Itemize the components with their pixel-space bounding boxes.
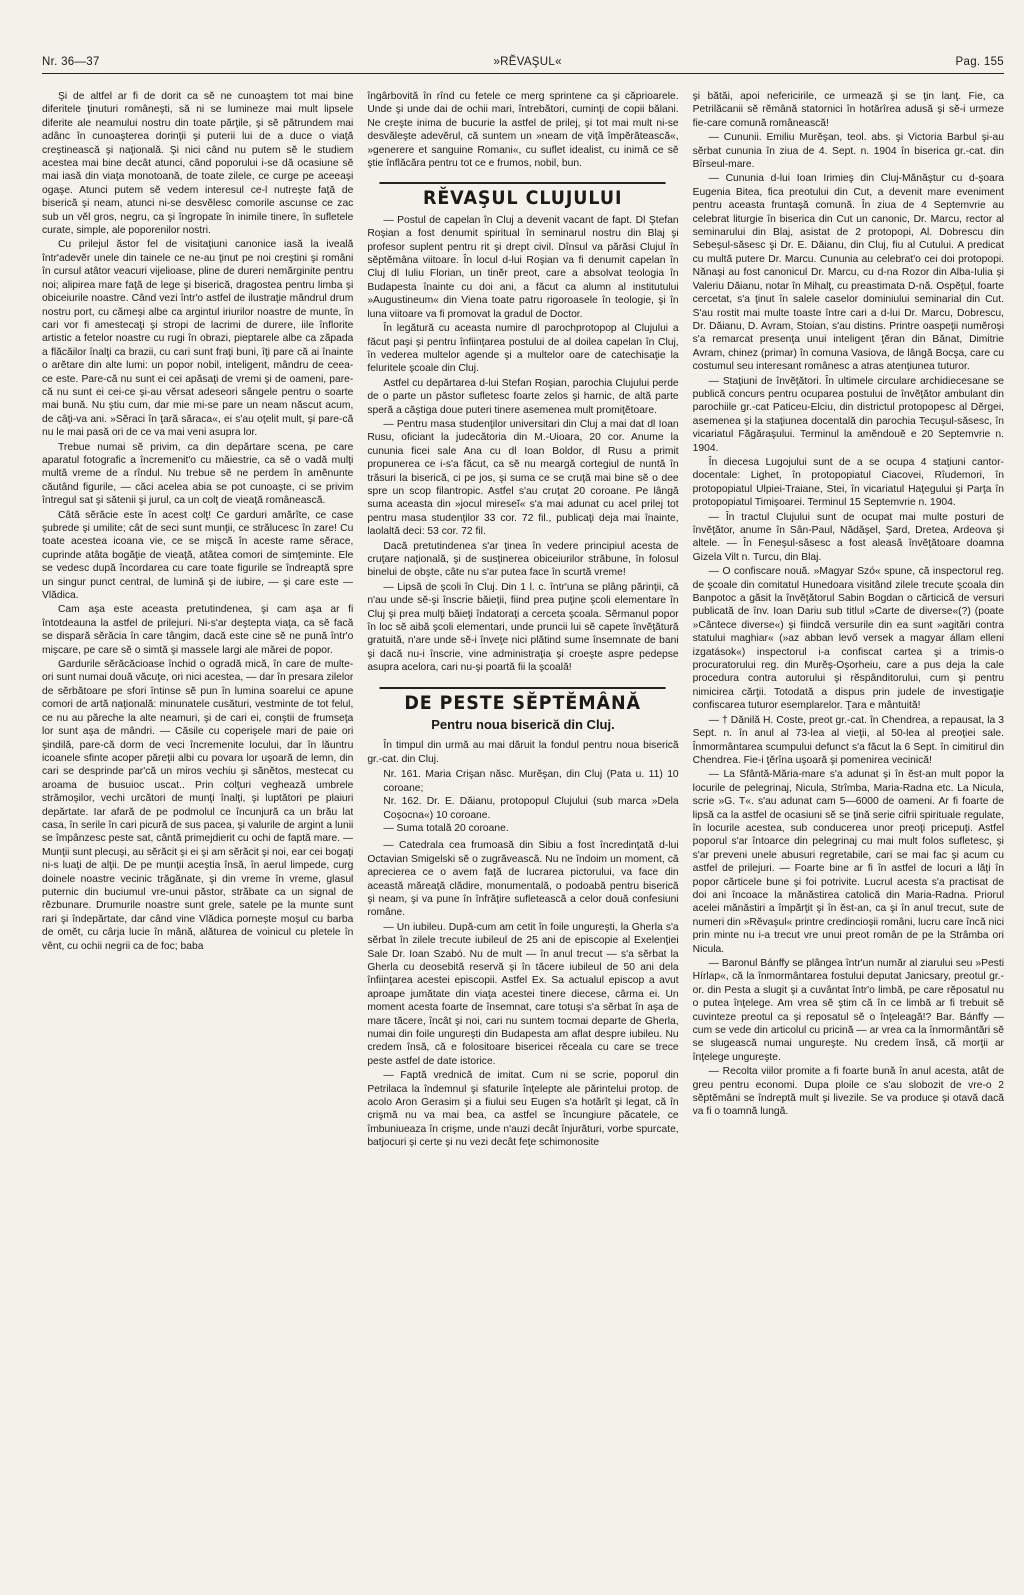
paragraph: — Recolta viilor promite a fi foarte bună în anul acesta, atât de greu pentru economi. Dupa ploile ce s'au slobozit de vre-o 2 sĕptĕmâni se îndreptă mult şi livezile. Se va produce şi otavă dacă va fi o toamnă lungă.: [692, 1066, 1004, 1118]
paragraph: — Un iubileu. După-cum am cetit în foile ungureşti, la Gherla s'a sĕrbat în zilele trecute iubileul de 25 ani de episcopie al Exelenţiei Sale Dr. Ioan Szabó. Nu de mult — în anul trecut — s'a sĕrbat la Gherla cu deosebită reservă şi în tăcere iubileul de 50 ani dela înfiinţarea acestei episcopii. Astfel Ex. Sa actualul episcop a avut aproape jumătate din viaţa acestei tinere diecese, cârma ei. Un moment acesta foarte de însemnat, care totuşi s'a sĕrbat în aşa de mare tăcere, încât şi noi, cari nu suntem tocmai departe de Gherla, numai din foile ungureşti din Budapesta am aflat despre iubileu. Nu credem însă, că e folositoare bisericei rĕceala cu care se trece peste astfel de date istorice.: [367, 921, 679, 1067]
paragraph: — † Dănilă H. Coste, preot gr.-cat. în Chendrea, a repausat, la 3 Sept. n. în anul al 73-lea al vieţii, al 50-lea al preoţiei sale. Înmormântarea scumpului defunct s'a făcut la 6 Sept. în cimitirul din Chendrea. Fie-i ţĕrîna uşoară şi pomenirea vecinică!: [692, 714, 1004, 766]
list-item: Nr. 162. Dr. E. Dăianu, protopopul Clujului (sub marca »Dela Coşocna«) 10 coroane.: [383, 796, 679, 821]
donation-list: [383, 768, 678, 835]
paragraph: — Baronul Bánffy se plângea într'un număr al ziarului seu »Pesti Hírlap«, că la înmormântarea fostului deputat Janicsary, preotul gr.-or. din Pesta a slugit şi a cuvântat într'o limbă, pe care rĕposatul nu o putea înţelege. Am vrea sĕ ştim că în ce limbă ar fi trebuit sĕ cuvinteze preotul ca şi reposatul sĕ o înţeleagă!? Bar. Bánffy — cum se vede din articolul cu pricină — ar vrea ca la înmormântări sĕ se slugească numai ungureşte. Nu credem însă, că morţii ar înţelege ungureşte.: [692, 958, 1004, 1063]
paragraph: — Catedrala cea frumoasă din Sibiu a fost încredinţată d-lui Octavian Smigelski sĕ o zugrăvească. Nu ne îndoim un moment, că aprecierea ce o avem faţă de lucrarea pictorului, va face din această măreaţă clădire, monumentală, o podoabă pentru biserică şi neam, şi va pune în înfrăţire sufletească a celor două confesiuni române.: [367, 840, 679, 919]
page-header: [42, 56, 1004, 74]
paragraph: Şi de altfel ar fi de dorit ca sĕ ne cunoaştem tot mai bine diferitele ţinuturi româneşti, să ni se lumineze mai mult lipsele diferite ale neamului nostru din toate părţile, şi sĕ pătrundem mai adânc în cunoaşterea dorinţii şi puterii lui de a duce o viaţă creştinească şi naţională. Şi nici când nu putem sĕ le studiem acestea mai bine decât atunci, când poporului i-se dă ocasiune sĕ mai iasă din viaţa monotoană, de toate zilele, ce curge pe aceeaşi ogaşe. Atunci putem sĕ vedem interesul ce-l nutreşte faţă de biserică şi neam, atunci ni-se desvĕlesc comorile ascunse ce zac sub un vĕl gros, negru, ca şi îngropate în inimile tinere, în sufletele curate, simple, ale poporenilor nostri.: [42, 91, 354, 237]
paragraph: În legătură cu aceasta numire dl parochprotopop al Clujului a făcut paşi şi pentru înfiinţarea postului de al doilea capelan în Cluj, în vederea multelor agende şi a multelor oare de catechisaţie la feluritele şcoale din Cluj.: [367, 323, 679, 375]
section-title-de-peste-saptamana: DE PESTE SĔPTĔMÂNĂ: [380, 687, 666, 710]
column-1: [42, 90, 353, 1583]
paragraph: Câtă sĕrăcie este în acest colţ! Ce garduri amărîte, ce case şubrede şi umilite; cât de seci sunt munţii, ce strălucesc în zare! Cu toate acestea icoana vie, ce se mişcă în aceste rame sĕrace, cuprinde atâta bogăţie de vieaţă, atâtea comori de simţeminte. Ele se vedesc după încordarea cu care toate figurile se îndreaptă spre un singur punct central, de lumină şi de iubire, — şi care este — Vlădica.: [42, 509, 354, 602]
paragraph: În timpul din urmă au mai dăruit la fondul pentru noua biserică gr.-cat. din Cluj.: [367, 740, 679, 765]
paragraph: — La Sfântă-Măria-mare s'a adunat şi în ĕst-an mult popor la locurile de pelegrinaj, Nicula, Strîmba, Maria-Radna etc. La Nicula, scrie »G. T«. s'au adunat cam 5—6000 de oameni. Ar fi foarte de lipsă ca la astfel de ocasiuni sĕ se ţină serie cifrii spirituale regulate, în locurile acestea, sub conducerea unor preoţi pricepuţi. Astfel poporul s'ar întoarce din pelegrinaj cu mai mult folos sufletesc, şi s'ar preveni unele abusuri regretabile, cari se mai fac şi acum cu astfel de prilejuri. — Foarte bine ar fi în astfel de locuri a lăţi în popor cărticele bune şi foi potrivite. Lucrul acesta s'a practisat de doi ani încoace la mănăstirea catolică din Maria-Radna. Priorul acelei mănăstiri a împărţit şi în ĕst-an, ca şi în anul trecut, sute de numeri din »Rĕvaşul« printre credincioşii români, lucru care încă nici prin minte nu i-a trecut vre unui preot român de pe la Strâmba ori Nicula.: [692, 769, 1004, 955]
paragraph: — Cununia d-lui Ioan Irimieş din Cluj-Mănăştur cu d-şoara Eugenia Bitea, fica preotului din Cut, a devenit mare eveniment pentru aceasta fruntaşă comună. În ziua de 4 Septemvrie au celebrat liturgie în biserica din Cut un canonic, Dr. Marcu, rector al seminarului din Blaj, asistat de 2 protopopi, Al. Dobrescu din Sebeşul-săsesc şi Dr. E. Dăianu, din Cluj, fiu al Cutului. A predicat cu multă putere Dr. Marcu. Cununia au celebrat'o cei doi protopopi. Nănaşi au fost canonicul Dr. Marcu, cu d-na Rozor din Alba-Iulia şi Valeriu Dăianu, notar în Mihalţ, cu preastimata D-nă. Ospĕţul, foarte cercetat, s'a ţinut în salele caselor dominiului seminarial din Cut. S'au rostit mai multe toaste între cari a d-lui Dr. Marcu, Dobrescu, Dr. Dăianu, D. Avram, Stoian, s'au distins. Printre oaspeţii numĕroşi s'a remarcat presenţa unui inteligent ţĕran din Bănat, Dimitrie Avram, chinez (primar) în comuna Vasiova, de lângă Bocşa, care cu costumul seu interesant românesc a atras atenţiunea tuturor.: [692, 173, 1004, 373]
column-2: [367, 90, 678, 1583]
paragraph: Trebue numai sĕ privim, ca din depărtare scena, pe care aparatul fotografic a încremenit'o cu măiestrie, ca sĕ o vadă mulţi multă vreme de a rîndul. Nu trebue sĕ ne perdem în amĕnunte căutând figurile, — căci acelea abia se pot cunoaşte, ci se privim întregul sat şi sătenii şi jurul, ca un colţ de vieaţă românească.: [42, 441, 354, 507]
column-3: [693, 90, 1004, 1583]
paragraph: — Faptă vrednică de imitat. Cum ni se scrie, poporul din Petrilaca la îndemnul şi sfaturile înţelepte ale părintelui protop. de acolo Aron Gerasim şi a fiului seu Eugen s'a hotărît şi legat, că în crişmă nu va mai bea, ca astfel se încungiure păcatele, ce îmbuniueaza în crişme, unde n'auzi decât înjurături, vorbe spurcate, batjocuri şi certe şi nu vezi decât feţe schimonosite: [367, 1070, 679, 1149]
paragraph: Gardurile sĕrăcăcioase închid o ogradă mică, în care de multe-ori sunt numai două văcuţe, ori nici acestea, — dar în presara zilelor de sĕrbătoare pe sfori întinse sĕ pun în lumina soarelui ce apune comori de artă naţională: minunatele cusături, vestminte de tot felul, ce nu au păreche la alte neamuri, şi de cari ei, conştii de frumseţa lor sunt aşa de mândri. — Căsile cu coperişele mari de paie ori şindilă, pare-că dorm de veci încremenite locului, dar în lăuntru icoanele sfinte acoper păreţii albi cu povara lor uşoară de lemn, din cari se desprinde par'că un miros vechiu şi sănĕtos, mestecat cu aroama de busuioc uscat.. Prin colţuri veghează umbrele strămoşilor, vechi urcători de munţi înalţi, şi luptători pe plaiuri depărtate. Iar afară de pe podmolul ce încunjură ca un brău lat casa, în serile în cari picură de sus pacea, şi valurile de argint a lunii se împânzesc peste sat, cântă primejdierit cu ochi de faptă mare. — Munţii sunt plecuşi, au sĕrăcit şi ei şi am sĕrăcit şi noi, ear cei bogaţi ni-s luaţi de alţii. De pe munţii aceştia însă, în aerul limpede, curg doinele noastre vecinic trăgănate, şi din vreme în vreme, glasul puternic din buciumul vre-unui păstor, străbate ca un signal de rĕzbunare. Drumurile noastre sunt grele, satele pe la munte sunt rari şi îndepărtate, dar când vine Vlădica pornește moşul cu barba de omĕt, cu cârja lucie în mână, alăturea de voinicul cu pletele în vênt, cu ochii negrii ca de foc; baba: [42, 659, 354, 952]
paragraph: — O confiscare nouă. »Magyar Szó« spune, că inspectorul reg. de şcoale din comitatul Hunedoara visitând zilele trecute şcoala din Banpotoc a găsit la învĕţătorul Sabin Bogdan o cărticică de versuri publicată de înv. Ioan Dariu sub titlul »Carte de diverse«(?) (poate »Cântece diverse«) şi fiindcă versurile din ea sunt »agitări contra statului maghiar« (»az abban levő versek a magyar állam elleni izgatások«) inspectorul i-a confiscat cartea şi a trimis-o procuratorului reg. din Murĕş-Oşorheiu, care a pus deja la cale procedura contra autorului şi rĕspânditorului, cum şi pentru nimicirea cărţii. Totodată a dispus prin judele de investigaţie confiscarea tuturor esemplarelor. Ţara e mântuită!: [692, 566, 1004, 712]
paragraph: În diecesa Lugojului sunt de a se ocupa 4 staţiuni cantor-docentale: Lighet, în protopopiatul Ciacovei, Rîudemori, în protopopiatul Ulpiei-Traiane, Stei, în vicariatul Haţegului şi Parţa în protopopiatul Timişoarei. Terminul 15 Septemvrie n. 1904.: [692, 456, 1004, 509]
paragraph: — Pentru masa studenţilor universitari din Cluj a mai dat dl Ioan Rusu, oficiant la judecătoria din M.-Uioara, 20 cor. Anume la cununia ficei sale Ana cu dl Ioan Boldor, dl Rusu a primit propunerea ce i-s'a făcut, ca sĕ nu meargă cortegiul de nuntă în trăsuri la biserică, ci pe jos, şi suma ce se cruţă mai bine sĕ o dee spre un scop filantropic. Astfel s'au cruţat 20 coroane. Pe lângă suma aceasta din »jocul mireseĭ« s'a mai adunat cu acel prilej tot pentru masa studenţilor 33 cor. 72 fil., publicaţi deja mai înainte, laolaltă deci: 53 cor. 72 fil.: [367, 418, 679, 538]
section-title-revasul-clujului: RĔVAŞUL CLUJULUI: [380, 182, 666, 205]
paragraph: — Cununii. Emiliu Murĕşan, teol. abs. şi Victoria Barbul şi-au sĕrbat cununia în ziua de 4. Sept. n. 1904 în biserica gr.-cat. din Bîrseul-mare.: [692, 132, 1004, 171]
text-columns: [42, 90, 1004, 1583]
issue-number: Nr. 36—37: [42, 56, 100, 68]
list-item: Nr. 161. Maria Crişan născ. Murĕşan, din Cluj (Pata u. 11) 10 coroane;: [383, 769, 679, 794]
paragraph: — În tractul Clujului sunt de ocupat mai multe posturi de învĕţător, anume în Sân-Paul, Nădăşel, Şard, Dretea, Ardeova şi altele. — În Feneşul-săsesc a fost aleasă învĕţătoare doamna Gizela Vilt n. Turcu, din Blaj.: [692, 511, 1004, 563]
paragraph: — Postul de capelan în Cluj a devenit vacant de fapt. Dl Ştefan Roşian a fost denumit spiritual în seminarul nostru din Blaj şi profesor suplent pentru rit şi drept civil. Dînsul va părăsi Clujul în sĕptĕmâna viitoare. În locul d-lui Roşian va fi denumit capelan în Cluj dl Iuliu Florian, un tinĕr preot, care a absolvat teologia în Budapesta înainte cu doi ani, a făcut ca alumn al institutului »Augustineum« din Viena toate patru rigoroasele în teologie, şi în luna viitoare va fi promovat la gradul de Doctor.: [367, 214, 679, 320]
paragraph: Cam aşa este aceasta pretutindenea, şi cam aşa ar fi întotdeauna la astfel de prilejuri. Ni-s'ar deştepta viaţa, ca sĕ facă se dispară sĕrăcia în care tângim, dacă este cine sĕ ne pună într'o mişcare, pe care sĕ o simtă şi massele largi ale mărei de popor.: [42, 604, 354, 656]
paragraph: — Lipsă de şcoli în Cluj. Din 1 l. c. într'una se plâng părinţii, că n'au unde sĕ-şi înscrie băieţii, fiind prea puţine şcoli elementare în Cluj şi prea mulţi băieţi îndatoraţi a cerceta şcoala. Sĕrmanul popor în loc sĕ aibă şcoli elementari, unde pruncii lui sĕ capete învĕţătură gratuită, n'are unde sĕ-i înveţe nici plătind sume însemnate de bani şi dacă nu-i înscrie, vine administraţia şi croeşte aspre pedepse asupra acelora, cari nu-şi poartă fii la şcoală!: [367, 581, 679, 674]
paragraph: şi bătăi, apoi nefericirile, ce urmează şi se ţin lanţ. Fie, ca Petrilăcanii sĕ rĕmână statornici în hotărîrea adusă şi sĕ-i urmeze fie-care comună românească!: [692, 91, 1004, 129]
subsection-title-biserica: Pentru noua biserică din Cluj.: [431, 717, 615, 733]
paragraph: — Staţiuni de învĕţători. În ultimele circulare archidiecesane se publică concurs pentru ocuparea postului de învĕţător ambulant din parochiile gr.-cat Paticeu-Elciu, din districtul protopopesc al Dĕrgei, asemenea şi la staţiunea docentală din parochia Tecuşul-săsesc, în vicariatul Făgăraşului. Terminul la amĕndouĕ e 20 Septemvrie n. 1904.: [692, 375, 1004, 454]
paragraph: Cu prilejul ăstor fel de visitaţiuni canonice iasă la iveală într'adevĕr unele din tainele ce ne-au ţinut pe noi creştini şi români în cursul atâtor veacuri vijelioase, pline de dureri nemărginite pentru noi; alipirea mare faţă de lege şi biserică, dragostea pentru limba şi obiceiurile noastre. Când vezi într'o astfel de ilustraţie mândrul drum nostru port, cu cămeşi albe ca argintul iriurilor noastre de munte, în cari vor fi amestecaţi şi stropi de lacrimi de durere, iile înflorite artistic a fetelor noastre cu rugi în obrazi, pieptarele albe ca zăpada a flăcăilor înalţi ca brazii, cu cari sunt fraţi buni, îţi pare că ai înainte o arĕtare din alte lumi: un popor nobil, inteligent, mândru de ceea-ce este. Pare-că nu sunt ei cei apăsaţi de vremi şi de oameni, pare-că nu sunt ei cei-ce şi-au vĕrsat adeseori sângele pentru o soarte mai bună. Nu ştiu cum, dar mie mi-se pare un neam născut acum, de câţi-va ani. »Sĕraci în ţară săraca«, ei s'au oţelit mult, şi pare-că nu le mai pasă ori de ce va mai veni asupra lor.: [42, 239, 354, 439]
publication-title: »RĔVAŞUL«: [493, 56, 562, 68]
list-item: — Suma totală 20 coroane.: [383, 822, 509, 834]
paragraph: Dacă pretutindenea s'ar ţinea în vedere principiul acesta de cruţare naţională, şi de susţinerea obiceiurilor străbune, în folosul binelui de obşte, câte nu s'ar putea face în scurtă vreme!: [367, 540, 679, 579]
paragraph: Astfel cu depărtarea d-lui Stefan Roşian, parochia Clujului perde de o parte un păstor sufletesc foarte zelos şi harnic, de altă parte speră a căştiga doue puteri tinere asemenea mult promiţĕtoare.: [367, 377, 679, 416]
paragraph: îngârbovită în rînd cu fetele ce merg sprintene ca şi căprioarele. Unde şi unde dai de ochii mari, întrebători, cuminţi de copii bălani. Ne creşte inima de bucurie la astfel de prilej, şi tot mai mult ni-se desvăleşte adevĕrul, că suntem un »neam de viţă împĕrătească«, »generere et sanguine Romani«, cu suflet idealist, cu inimă ce sĕ ştie înflăcăra pentru tot ce e frumos, nobil, bun.: [367, 91, 679, 170]
page-number: Pag. 155: [955, 56, 1004, 68]
